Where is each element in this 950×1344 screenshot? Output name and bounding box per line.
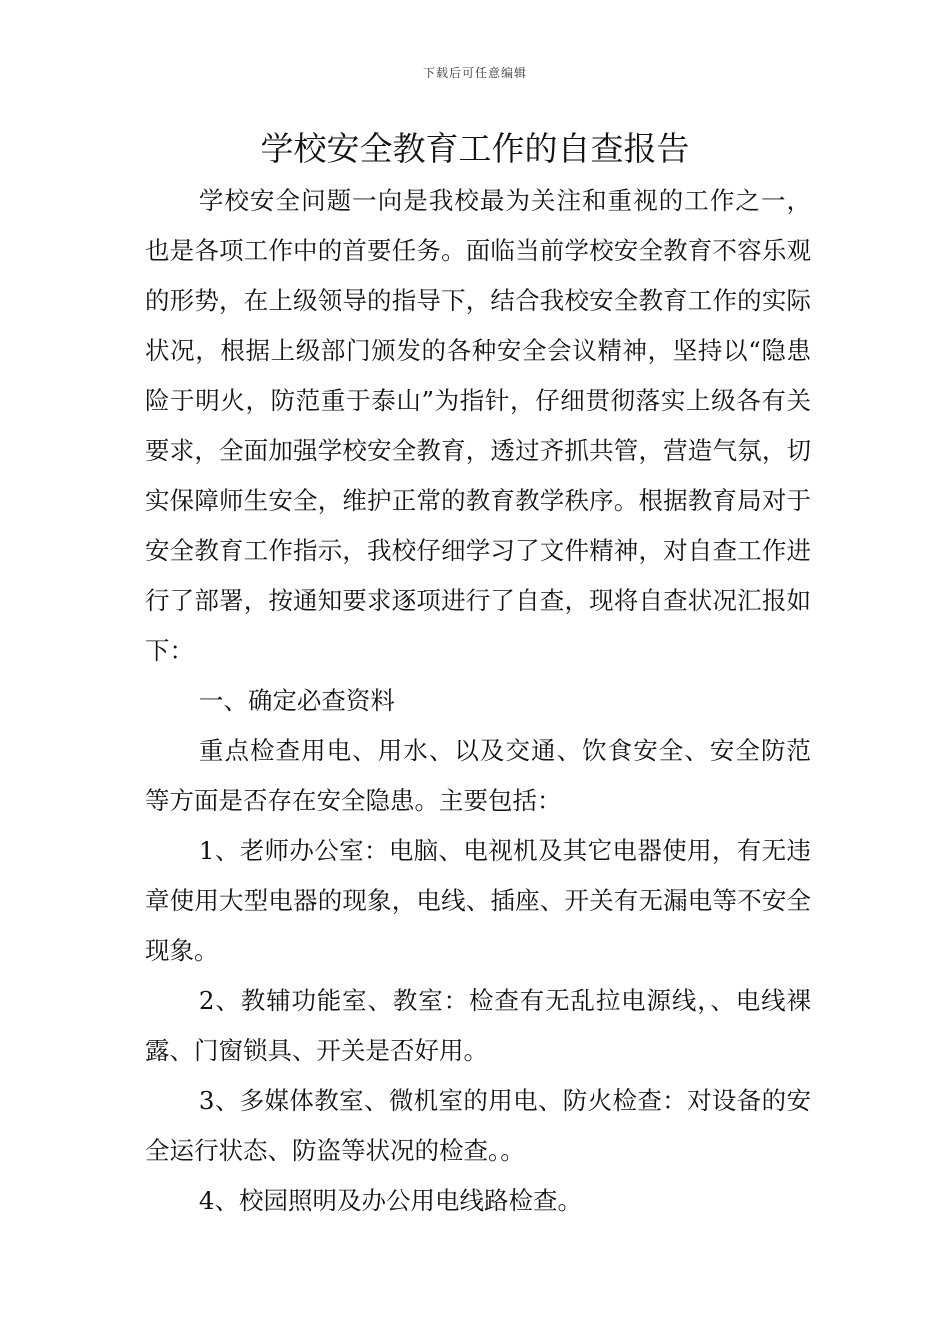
list-item-4: 4、校园照明及办公用电线路检查。 [198,1186,582,1215]
document-body [145,176,811,1226]
header-note: 下载后可任意编辑 [422,66,527,80]
paragraph-intro: 学校安全问题一向是我校最为关注和重视的工作之一，也是各项工作中的首要任务。面临当前学校安全教育不容乐观的形势，在上级领导的指导下，结合我校安全教育工作的实际状况，根据上级部门颁发的各种安全会议精神，坚持以“隐患险于明火，防范重于泰山”为指针，仔细贯彻落实上级各有关要求，全面加强学校安全教育，透过齐抓共管，营造气氛，切实保障师生安全，维护正常的教育教学秩序。根据教育局对于安全教育工作指示，我校仔细学习了文件精神，对自查工作进行了部署，按通知要求逐项进行了自查，现将自查状况汇报如下： [145,186,811,665]
section-heading-1: 一、确定必查资料 [198,686,395,715]
document-title: 学校安全教育工作的自查报告 [260,129,690,168]
list-item-2: 2、教辅功能室、教室：检查有无乱拉电源线，、电线裸露、门窗锁具、开关是否好用。 [145,986,811,1065]
list-item-1: 1、老师办公室：电脑、电视机及其它电器使用，有无违章使用大型电器的现象，电线、插座、开关有无漏电等不安全现象。 [145,836,811,965]
paragraph-focus: 重点检查用电、用水、以及交通、饮食安全、安全防范等方面是否存在安全隐患。主要包括： [145,736,811,815]
list-item-3: 3、多媒体教室、微机室的用电、防火检查：对设备的安全运行状态、防盗等状况的检查。。 [145,1086,811,1165]
